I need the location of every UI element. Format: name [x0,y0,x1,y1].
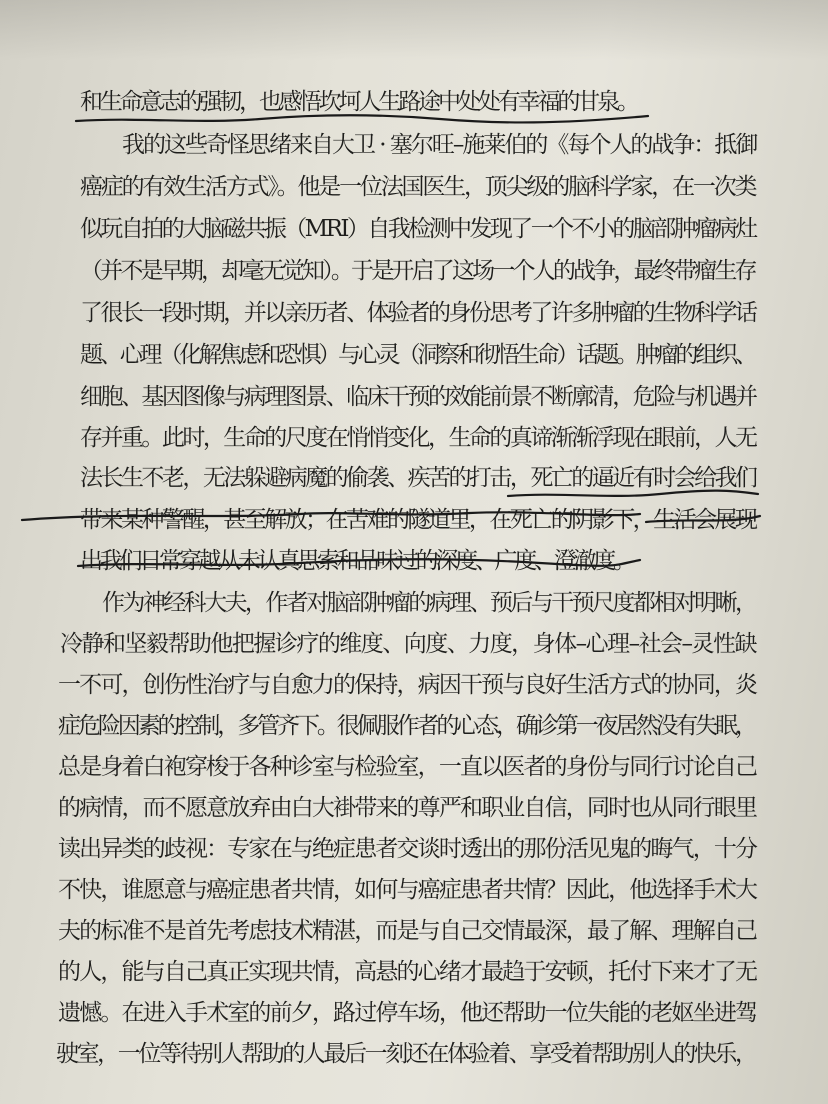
text-line-23: 遗憾。在进入手术室的前夕，路过停车场，他还帮助一位失能的老妪坐进驾 [58,1000,757,1026]
text-line-15: 一不可，创伤性治疗与自愈力的保持，病因干预与良好生活方式的协同，炎 [58,672,757,698]
text-line-22: 的人，能与自己真正实现共情，高悬的心绪才最趋于安顿，托付下来才了无 [58,959,757,985]
text-line-2: 我的这些奇怪思绪来自大卫 · 塞尔旺–施莱伯的《每个人的战争：抵御 [122,132,757,158]
text-line-21: 夫的标准不是首先考虑技术精湛，而是与自己交情最深，最了解、理解自己 [58,918,757,944]
text-line-7: 题、心理（化解焦虑和恐惧）与心灵（洞察和彻悟生命）话题。肿瘤的组织、 [80,342,755,368]
text-line-24: 驶室，一位等待别人帮助的人最后一刻还在体验着、享受着帮助别人的快乐， [56,1041,756,1067]
text-line-1: 和生命意志的强韧，也感悟坎坷人生路途中处处有幸福的甘泉。 [80,89,637,115]
text-line-10: 法长生不老，无法躲避病魔的偷袭、疾苦的打击，死亡的逼近有时会给我们 [80,465,756,491]
text-line-8: 细胞、基因图像与病理图景、临床干预的效能前景不断廓清，危险与机遇并 [80,384,756,410]
text-line-20: 不快，谁愿意与癌症患者共情，如何与癌症患者共情？因此，他选择手术大 [58,877,757,903]
text-line-16: 症危险因素的控制，多管齐下。很佩服作者的心态，确诊第一夜居然没有失眠， [58,713,755,739]
text-line-11: 带来某种警醒，甚至解放；在苦难的隧道里，在死亡的阴影下，生活会展现 [80,507,756,533]
text-line-4: 似玩自拍的大脑磁共振（MRI）自我检测中发现了一个不小的脑部肿瘤病灶 [80,216,756,242]
text-line-3: 癌症的有效生活方式》。他是一位法国医生，顶尖级的脑科学家，在一次类 [80,174,756,200]
text-line-6: 了很长一段时期，并以亲历者、体验者的身份思考了许多肿瘤的生物科学话 [80,300,756,326]
text-line-18: 的病情，而不愿意放弃由白大褂带来的尊严和职业自信，同时也从同行眼里 [58,795,757,821]
text-line-17: 总是身着白袍穿梭于各种诊室与检验室，一直以医者的身份与同行讨论自己 [58,754,757,780]
text-line-12: 出我们日常穿越从未认真思索和品味过的深度、广度、澄澈度。 [80,548,633,574]
text-line-9: 存并重。此时，生命的尺度在悄悄变化，生命的真谛渐渐浮现在眼前，人无 [80,425,756,451]
text-line-19: 读出异类的歧视：专家在与绝症患者交谈时透出的那份活见鬼的晦气，十分 [58,836,757,862]
page-shadow [0,0,828,60]
text-line-13: 作为神经科大夫，作者对脑部肿瘤的病理、预后与干预尺度都相对明晰， [102,590,756,616]
text-line-5: （并不是早期，却毫无觉知）。于是开启了这场一个人的战争，最终带瘤生存 [80,258,755,284]
text-line-14: 冷静和坚毅帮助他把握诊疗的维度、向度、力度，身体–心理–社会–灵性缺 [60,631,756,657]
